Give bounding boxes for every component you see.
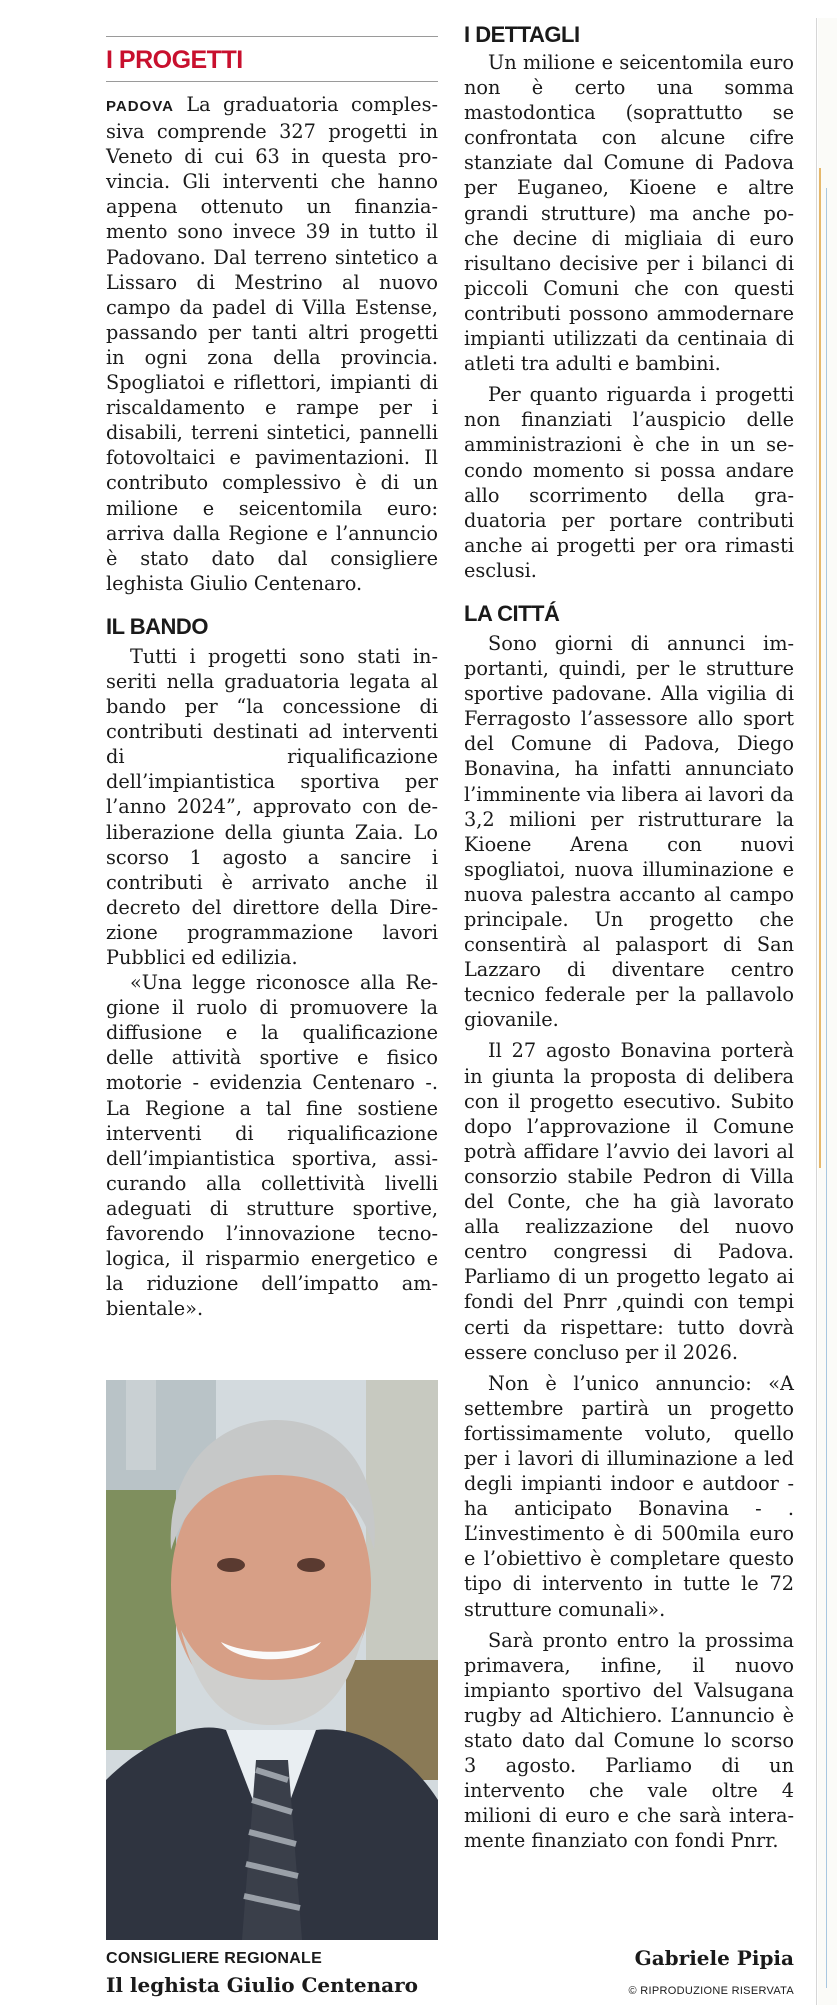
- adjacent-page-edge: [818, 18, 837, 2005]
- section-heading-dettagli: I DETTAGLI: [464, 22, 580, 47]
- portrait-image: [106, 1380, 438, 1940]
- paragraph-citta-2: Il 27 agosto Bonavina porterà in giunta la proposta di delibera con il progetto esecutivo. Subito dopo l’approvazione il Comune potrà affidare l’avvio dei lavori al consorzio stabile Pedron di Villa del Conte, che ha già lavorato alla realizzazione del nuovo centro congressi di Padova. Parliamo di un progetto legato ai fondi del Pnrr ,quindi con tempi certi da rispettare: tutto dovrà essere concluso per il 2026.: [464, 1039, 794, 1364]
- paragraph-dettagli-2: Per quanto riguarda i progetti non finanziati l’auspicio delle amministrazioni è che in un secondo momento si possa andare allo scorrimento della graduatoria per portare contributi anche ai progetti per ora rimasti esclusi.: [464, 383, 794, 582]
- paragraph-bando-2: «Una legge riconosce alla Regione il ruolo di promuovere la diffusione e la qualificazione delle attività sportive e fisico motorie - evidenzia Centenaro -. La Regione a tal fine sostiene interventi di riqualificazione dell’impiantistica sportiva, assicurando alla collettività livelli adeguati di strutture sportive, favorendo l’innovazione tecnologica, il risparmio energetico e la riduzione dell’impatto ambientale».: [106, 971, 438, 1321]
- page-edge-rule: [816, 18, 817, 2005]
- dateline: PADOVA: [106, 98, 174, 115]
- photo-giulio-centenaro: [106, 1380, 438, 1940]
- paragraph-intro: [106, 92, 438, 596]
- section-heading-progetti: I PROGETTI: [106, 46, 243, 74]
- author-signature: Gabriele Pipia: [634, 1946, 794, 1970]
- paragraph-bando-1: Tutti i progetti sono stati inseriti nella graduatoria legata al bando per “la concessione di contributi destinati ad interventi di riqualificazione dell’impiantistica sportiva per l’anno 2024”, approvato con deliberazione della giunta Zaia. Lo scorso 1 agosto a sancire i contributi è arrivato anche il decreto del direttore della Direzione programmazione lavori Pubblici ed edilizia.: [106, 644, 438, 969]
- photo-caption-label: CONSIGLIERE REGIONALE: [106, 1950, 323, 1967]
- right-column: [464, 0, 794, 1853]
- paragraph-dettagli-1: Un milione e seicentomila euro non è certo una somma mastodontica (soprattutto se confrontata con alcune cifre stanziate dal Comune di Padova per Euganeo, Kioene e altre grandi strutture) ma anche poche decine di migliaia di euro risultano decisive per i bilanci di piccoli Comuni che con questi contributi possono ammodernare impianti utilizzati da centinaia di atleti tra adulti e bambini.: [464, 51, 794, 376]
- edge-accent-bar: [819, 168, 821, 1168]
- section-heading-citta: LA CITTÁ: [464, 600, 560, 626]
- section-heading-bando: IL BANDO: [106, 613, 208, 639]
- edge-accent-line: [826, 188, 827, 1988]
- paragraph-citta-1: Sono giorni di annunci importanti, quindi, per le strutture sportive padovane. Alla vigilia di Ferragosto l’assessore allo sport del Comune di Padova, Diego Bonavina, ha infatti annunciato l’imminente via libera ai lavori da 3,2 milioni per ristrutturare la Kioene Arena con nuovi spogliatoi, nuova illuminazione e nuova palestra accanto al campo principale. Un progetto che consentirà al palasport di San Lazzaro di diventare centro tecnico federale per la pallavolo giovanile.: [464, 631, 794, 1032]
- paragraph-intro-text: La graduatoria complessiva comprende 327 progetti in Veneto di cui 63 in questa provincia. Gli interventi che hanno appena ottenuto un finanziamento sono invece 39 in tutto il Padovano. Dal terreno sintetico a Lissaro di Mestrino al nuovo campo da padel di Villa Estense, passando per tanti altri progetti in ogni zona della provincia. Spogliatoi e riflettori, impianti di riscaldamento e rampe per i disabili, terreni sintetici, pannelli fotovoltaici e pavimentazioni. Il contributo complessivo è di un milione e seicentomila euro: arriva dalla Regione e l’annuncio è stato dato dal consigliere leghista Giulio Centenaro.: [106, 93, 438, 595]
- left-column: [106, 0, 438, 1321]
- paragraph-citta-4: Sarà pronto entro la prossima primavera, infine, il nuovo impianto sportivo del Valsugana rugby ad Altichiero. L’annuncio è stato dato dal Comune lo scorso 3 agosto. Parliamo di un intervento che vale oltre 4 milioni di euro e che sarà interamente finanziato con fondi Pnrr.: [464, 1628, 794, 1853]
- photo-caption-text: Il leghista Giulio Centenaro: [106, 1973, 419, 1997]
- paragraph-citta-3: Non è l’unico annuncio: «A settembre partirà un progetto fortissimamente voluto, quello per i lavori di illuminazione a led degli impianti indoor e autdoor - ha anticipato Bonavina - . L’investimento è di 500mila euro e l’obiettivo è completare questo tipo di intervento in tutte le 72 strutture comunali».: [464, 1371, 794, 1621]
- rights-notice: © RIPRODUZIONE RISERVATA: [628, 1985, 794, 1997]
